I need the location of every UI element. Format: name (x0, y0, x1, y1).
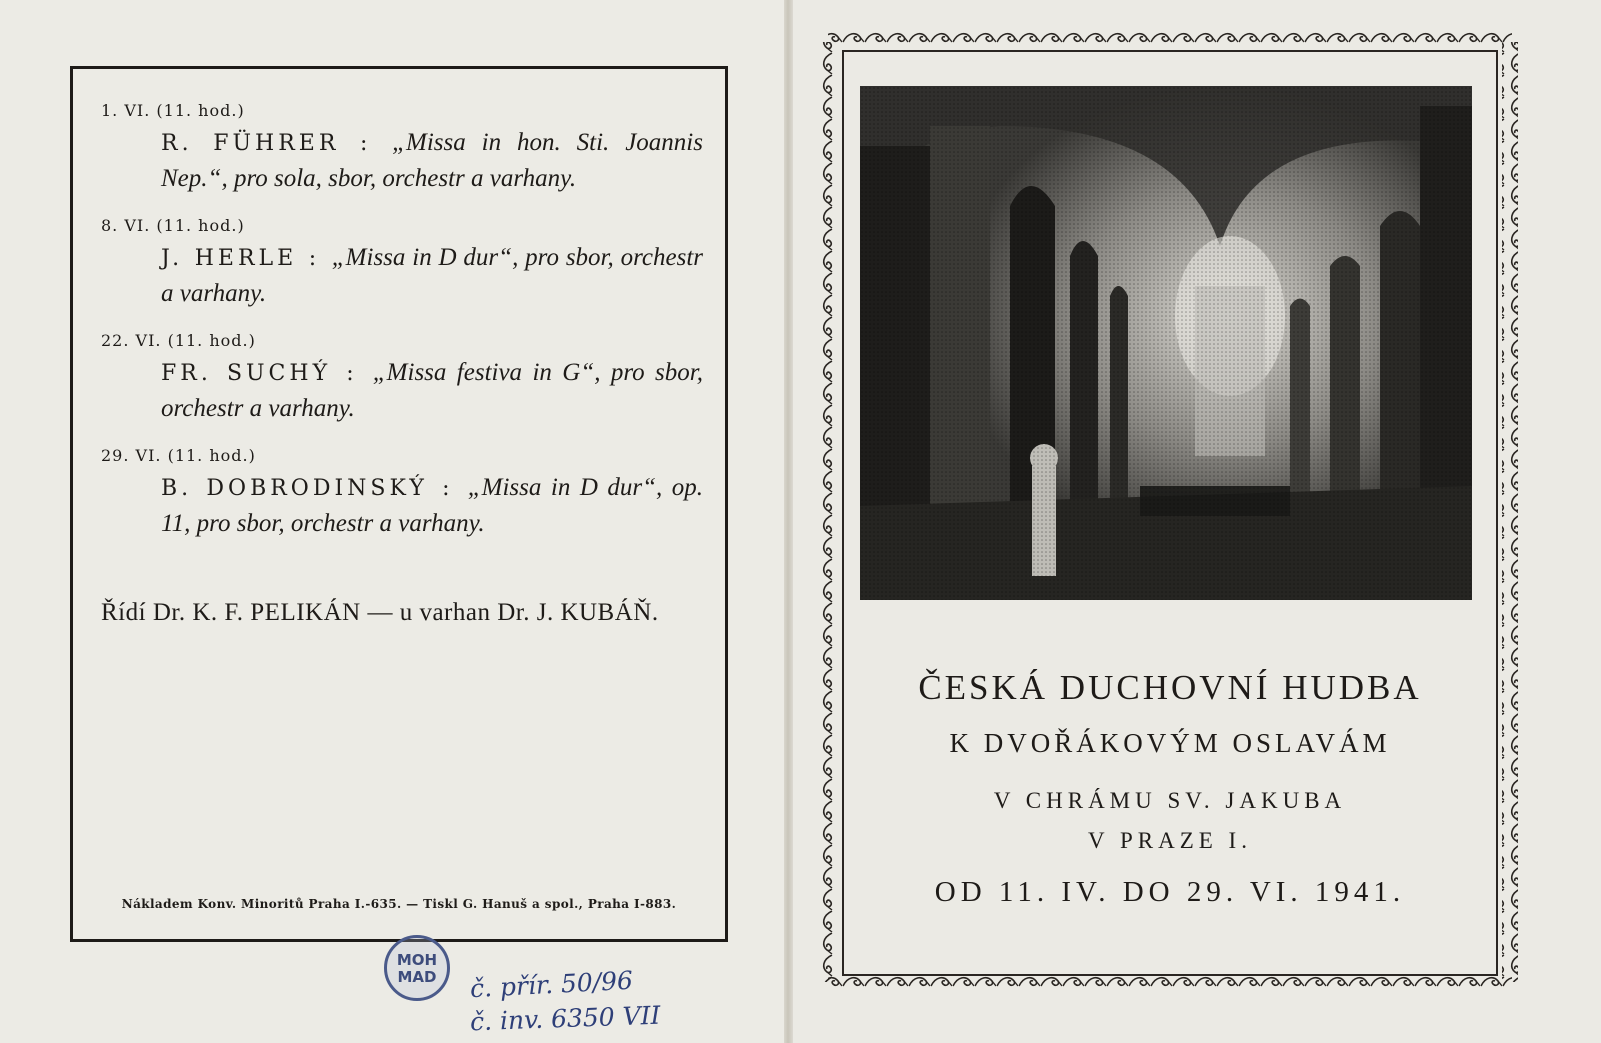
entry-work: „Missa in D dur“ (331, 244, 513, 271)
entry-text: B. DOBRODINSKÝ : „Missa in D dur“, op. 11, pro sbor, orchestr a varhany. (161, 474, 703, 537)
program-entry-1 (101, 101, 703, 197)
entry-work: „Missa festiva in G“ (372, 359, 595, 386)
cover-subtitle: K DVOŘÁKOVÝM OSLAVÁM (949, 728, 1391, 758)
entry-composer: FR. SUCHÝ (161, 361, 332, 386)
conductor-line: Řídí Dr. K. F. PELIKÁN — u varhan Dr. J. KUBÁŇ. (101, 599, 659, 626)
museum-stamp (384, 935, 450, 1001)
entry-composer: J. HERLE (161, 246, 298, 271)
cover-dates: OD 11. IV. DO 29. VI. 1941. (934, 876, 1406, 908)
handwritten-inventory-number: č. inv. 6350 VII (469, 1000, 661, 1037)
entry-details: , pro sola, sbor, orchestr a varhany. (221, 165, 577, 192)
handwritten-acquisition-number: č. přír. 50/96 (469, 965, 634, 1004)
entry-text: R. FÜHRER : „Missa in hon. Sti. Joannis Nep.“, pro sola, sbor, orchestr a varhany. (161, 129, 703, 192)
cover-city: V PRAZE I. (1088, 828, 1252, 853)
page-fold (784, 0, 793, 1043)
entry-date: 22. VI. (11. hod.) (101, 331, 256, 350)
entry-date: 29. VI. (11. hod.) (101, 446, 256, 465)
stamp-text-2: MAD (397, 968, 437, 986)
entry-date: 8. VI. (11. hod.) (101, 216, 245, 235)
cover-venue: V CHRÁMU SV. JAKUBA (993, 788, 1347, 813)
program-entry-2 (101, 216, 703, 312)
stamp-text-1: MOH (396, 951, 438, 969)
program-entry-4 (101, 446, 703, 542)
entry-text: J. HERLE : „Missa in D dur“, pro sbor, orchestr a varhany. (161, 244, 704, 307)
entry-details: , pro sbor, orchestr a varhany. (161, 244, 704, 307)
program-entry-3 (101, 331, 703, 427)
entry-composer: B. DOBRODINSKÝ (161, 476, 428, 501)
program-frame (70, 66, 728, 942)
entry-work: „Missa in D dur“ (467, 474, 656, 501)
imprint: Nákladem Konv. Minoritů Praha I.-635. — Tiskl G. Hanuš a spol., Praha I-883. (121, 897, 677, 911)
entry-text: FR. SUCHÝ : „Missa festiva in G“, pro sbor, orchestr a varhany. (161, 359, 703, 422)
entry-date: 1. VI. (11. hod.) (101, 101, 245, 120)
entry-work: „Missa in hon. Sti. Joannis Nep.“ (161, 129, 703, 192)
entry-composer: R. FÜHRER (161, 131, 340, 156)
entry-details: , op. 11, pro sbor, orchestr a varhany. (161, 474, 703, 537)
cover-title: ČESKÁ DUCHOVNÍ HUDBA (918, 668, 1422, 707)
entry-details: , pro sbor, orchestr a varhany. (161, 359, 703, 422)
church-interior-photo (860, 86, 1472, 600)
